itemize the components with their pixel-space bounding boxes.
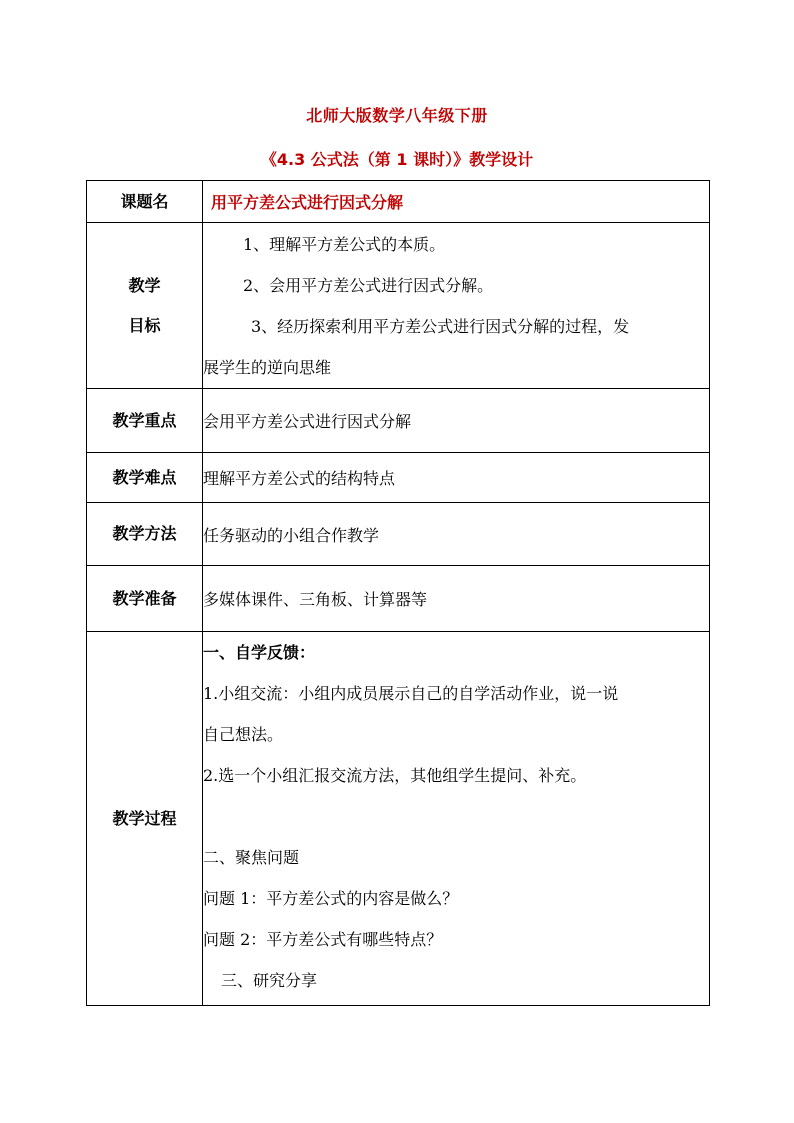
table-row-goals [87, 223, 710, 389]
document-subtitle: 《4.3 公式法（第 1 课时）》教学设计 [260, 150, 534, 169]
table-row-key [87, 389, 710, 453]
process-section-title: 二、聚焦问题 [203, 848, 300, 867]
process-question: 问题 2：平方差公式有哪些特点？ [203, 930, 443, 949]
difficulty-label: 教学难点 [87, 453, 203, 503]
key-label: 教学重点 [87, 389, 203, 453]
prep-label: 教学准备 [87, 566, 203, 632]
process-question: 问题 1：平方差公式的内容是做么？ [203, 889, 459, 908]
method-value: 任务驱动的小组合作教学 [203, 503, 710, 566]
process-paragraph: 2.选一个小组汇报交流方法，其他组学生提问、补充。 [203, 766, 587, 785]
table-row-prep [87, 566, 710, 632]
process-section-title: 三、研究分享 [221, 971, 318, 990]
process-paragraph: 1.小组交流：小组内成员展示自己的自学活动作业，说一说 [203, 684, 619, 703]
method-label: 教学方法 [87, 503, 203, 566]
lesson-plan-table [86, 180, 710, 1006]
topic-label: 课题名 [87, 181, 203, 223]
table-row-method [87, 503, 710, 566]
process-paragraph: 自己想法。 [203, 725, 284, 744]
topic-value: 用平方差公式进行因式分解 [203, 181, 710, 223]
goals-value [203, 223, 710, 389]
goals-label [87, 223, 203, 389]
prep-value: 多媒体课件、三角板、计算器等 [203, 566, 710, 632]
goals-label-line2: 目标 [128, 315, 161, 335]
process-value [203, 632, 710, 1006]
goal-item: 1、理解平方差公式的本质。 [243, 234, 446, 254]
goal-item: 3、经历探索利用平方差公式进行因式分解的过程，发 [251, 316, 630, 336]
process-label: 教学过程 [87, 632, 203, 1006]
key-value: 会用平方差公式进行因式分解 [203, 389, 710, 453]
goal-item: 2、会用平方差公式进行因式分解。 [243, 275, 494, 295]
goals-label-line1: 教学 [128, 275, 161, 295]
document-title: 北师大版数学八年级下册 [306, 106, 488, 125]
difficulty-value: 理解平方差公式的结构特点 [203, 453, 710, 503]
table-row-process [87, 632, 710, 1006]
process-section-title: 一、自学反馈： [203, 643, 316, 662]
goal-item: 展学生的逆向思维 [203, 357, 332, 377]
table-row-difficulty [87, 453, 710, 503]
table-row-topic [87, 181, 710, 223]
process-spacer [203, 796, 709, 837]
